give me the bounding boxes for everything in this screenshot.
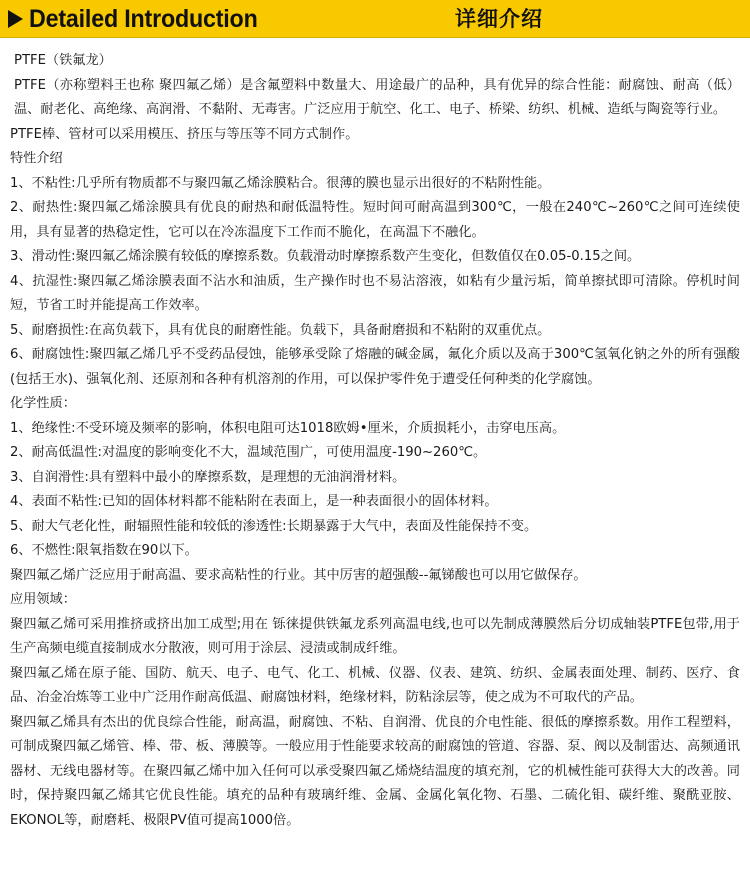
manufacturing-paragraph: PTFE棒、管材可以采用模压、挤压与等压等不同方式制作。 [10,126,359,142]
chemical-property-item: 1、绝缘性:不受环境及频率的影响，体积电阻可达1018欧姆•厘米，介质损耗小，击穿电压高。 [10,420,566,436]
features-heading: 特性介绍 [10,151,63,166]
feature-item: 5、耐磨损性:在高负载下，具有优良的耐磨性能。负载下，具备耐磨损和不粘附的双重优点。 [10,322,551,338]
applications-heading: 应用领域： [10,592,76,607]
section-header [0,0,750,38]
chemical-property-item: 6、不燃性:限氧指数在90以下。 [10,543,198,558]
application-paragraph: 聚四氟乙烯可采用推挤或挤出加工成型;用在 铄徕提供铁氟龙系列高温电线,也可以先制成薄膜然后分切成轴装PTFE包带,用于生产高频电缆直接制成水分散液，则可用于涂层、浸渍或制成纤维。 [10,616,740,656]
feature-item: 4、抗湿性:聚四氟乙烯涂膜表面不沾水和油质，生产操作时也不易沾溶液，如粘有少量污垢，简单擦拭即可清除。停机时间短，节省工时并能提高工作效率。 [10,273,740,313]
triangle-arrow-icon [8,10,23,28]
feature-item: 6、耐腐蚀性:聚四氟乙烯几乎不受药品侵蚀，能够承受除了熔融的碱金属，氟化介质以及高于300℃氢氧化钠之外的所有强酸(包括王水)、强氧化剂、还原剂和各种有机溶剂的作用，可以保护零件免于遭受任何种类的化学腐蚀。 [10,347,740,387]
product-name-line: PTFE（铁氟龙） [14,53,112,68]
article-body [0,38,750,833]
feature-item: 3、滑动性:聚四氟乙烯涂膜有较低的摩擦系数。负载滑动时摩擦系数产生变化，但数值仅在0.05-0.15之间。 [10,249,641,264]
intro-paragraph: PTFE（亦称塑料王也称 聚四氟乙烯）是含氟塑料中数量大、用途最广的品种，具有优异的综合性能：耐腐蚀、耐高（低）温、耐老化、高绝缘、高润滑、不黏附、无毒害。广泛应用于航空、化工、电子、桥梁、纺织、机械、造纸与陶瓷等行业。 [14,77,740,117]
chemical-property-item: 5、耐大气老化性，耐辐照性能和较低的渗透性:长期暴露于大气中，表面及性能保持不变。 [10,518,538,534]
chemical-property-item: 4、表面不粘性:已知的固体材料都不能粘附在表面上，是一种表面很小的固体材料。 [10,494,498,509]
feature-item: 2、耐热性:聚四氟乙烯涂膜具有优良的耐热和耐低温特性。短时间可耐高温到300℃，一般在240℃~260℃之间可连续使用，具有显著的热稳定性，它可以在冷冻温度下工作而不脆化，在高温下不融化。 [10,200,740,240]
header-title-en: Detailed Introduction [29,5,258,33]
application-paragraph: 聚四氟乙烯在原子能、国防、航天、电子、电气、化工、机械、仪器、仪表、建筑、纺织、金属表面处理、制药、医疗、食品、冶金冶炼等工业中广泛用作耐高低温、耐腐蚀材料，绝缘材料，防粘涂层等，使之成为不可取代的产品。 [10,665,740,705]
feature-item: 1、不粘性:几乎所有物质都不与聚四氟乙烯涂膜粘合。很薄的膜也显示出很好的不粘附性能。 [10,175,551,191]
header-title-zh: 详细介绍 [455,7,543,31]
usage-paragraph: 聚四氟乙烯广泛应用于耐高温、要求高粘性的行业。其中厉害的超强酸--氟锑酸也可以用它做保存。 [10,567,587,583]
application-paragraph: 聚四氟乙烯具有杰出的优良综合性能，耐高温，耐腐蚀、不粘、自润滑、优良的介电性能、很低的摩擦系数。用作工程塑料，可制成聚四氟乙烯管、棒、带、板、薄膜等。一般应用于性能要求较高的耐腐蚀的管道、容器、泵、阀以及制雷达、高频通讯器材、无线电器材等。在聚四氟乙烯中加入任何可以承受聚四氟乙烯烧结温度的填充剂，它的机械性能可获得大大的改善。同时，保持聚四氟乙烯其它优良性能。填充的品种有玻璃纤维、金属、金属化氧化物、石墨、二硫化钼、碳纤维、聚酰亚胺、EKONOL等，耐磨耗、极限PV值可提高1000倍。 [10,714,740,828]
chemical-property-item: 3、自润滑性:具有塑料中最小的摩擦系数，是理想的无油润滑材料。 [10,469,406,485]
chemical-property-item: 2、耐高低温性:对温度的影响变化不大，温域范围广，可使用温度-190~260℃。 [10,445,487,460]
chemical-properties-heading: 化学性质： [10,396,76,411]
